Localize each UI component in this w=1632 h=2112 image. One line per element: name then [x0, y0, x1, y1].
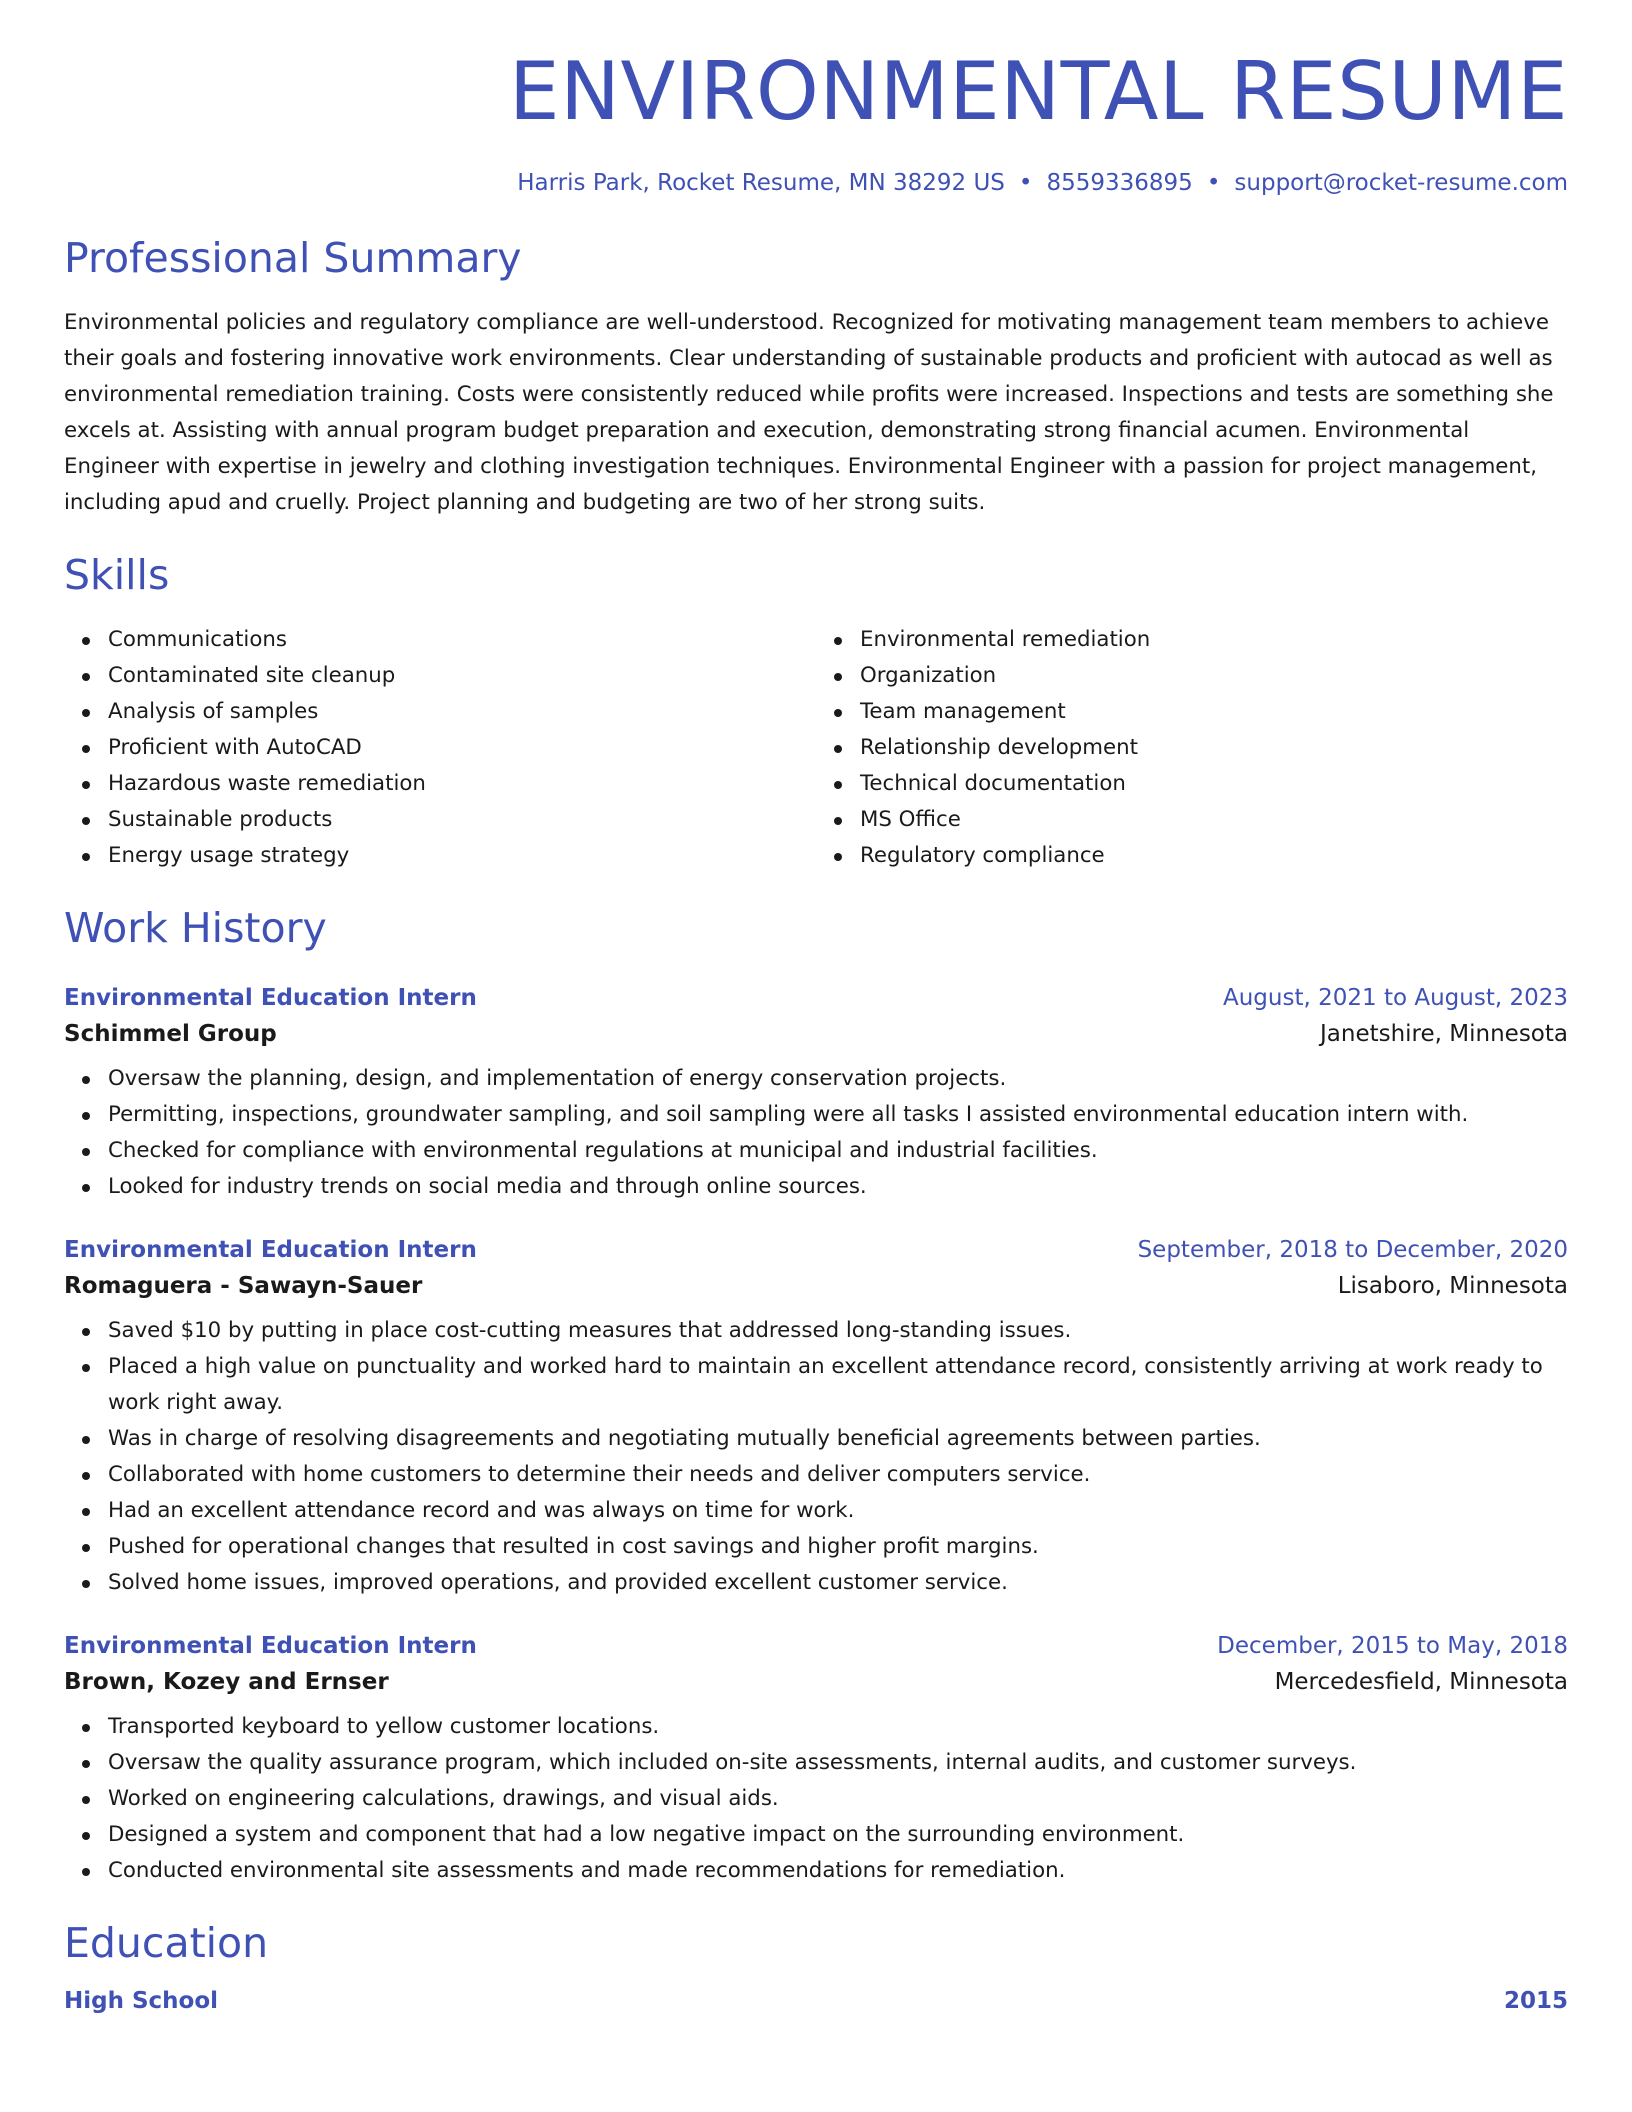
job-bullet: Oversaw the planning, design, and implementation of energy conservation projects.: [108, 1061, 1568, 1097]
job-dates: August, 2021 to August, 2023: [1223, 985, 1568, 1012]
skills-grid: [64, 622, 1568, 874]
contact-phone: 8559336895: [1046, 170, 1193, 196]
resume-title: ENVIRONMENTAL RESUME: [509, 45, 1568, 138]
job-bullet: Checked for compliance with environmental regulations at municipal and industrial facilities.: [108, 1133, 1568, 1169]
skill-item: Hazardous waste remediation: [108, 766, 816, 802]
job-bullet: Pushed for operational changes that resulted in cost savings and higher profit margins.: [108, 1529, 1568, 1565]
job-location: Lisaboro, Minnesota: [1337, 1273, 1568, 1300]
job-bullet: Designed a system and component that had a low negative impact on the surrounding environment.: [108, 1817, 1568, 1853]
job-header: [64, 1237, 1568, 1263]
job-dates: September, 2018 to December, 2020: [1137, 1237, 1568, 1264]
job-header: [64, 985, 1568, 1011]
skills-column-left: [64, 622, 816, 874]
job-company: Brown, Kozey and Ernser: [64, 1669, 389, 1696]
job-subheader: [64, 1273, 1568, 1299]
skill-item: Regulatory compliance: [860, 838, 1568, 874]
job-company: Romaguera - Sawayn-Sauer: [64, 1273, 423, 1300]
skills-column-right: [816, 622, 1568, 874]
skills-heading: Skills: [64, 551, 170, 600]
job-bullet: Had an excellent attendance record and was always on time for work.: [108, 1493, 1568, 1529]
skill-item: Environmental remediation: [860, 622, 1568, 658]
education-school: High School: [64, 1988, 219, 2015]
contact-line: [64, 170, 1568, 196]
skill-item: Team management: [860, 694, 1568, 730]
job-company: Schimmel Group: [64, 1021, 277, 1048]
summary-text: Environmental policies and regulatory compliance are well-understood. Recognized for motivating management team members to achieve their goals and fostering innovative work environments. Clear understanding of sustainable products and proficient with autocad as well as environmental remediation training. Costs were consistently reduced while profits were increased. Inspections and tests are something she excels at. Assisting with annual program budget preparation and execution, demonstrating strong financial acumen. Environmental Engineer with expertise in jewelry and clothing investigation techniques. Environmental Engineer with a passion for project management, including apud and cruelly. Project planning and budgeting are two of her strong suits.: [64, 310, 1554, 516]
job-location: Mercedesfield, Minnesota: [1274, 1669, 1568, 1696]
job-bullet: Oversaw the quality assurance program, which included on-site assessments, internal audits, and customer surveys.: [108, 1745, 1568, 1781]
skill-item: Technical documentation: [860, 766, 1568, 802]
skill-item: Relationship development: [860, 730, 1568, 766]
contact-address: Harris Park, Rocket Resume, MN 38292 US: [517, 170, 1005, 196]
job-bullet: Saved $10 by putting in place cost-cutting measures that addressed long-standing issues.: [108, 1313, 1568, 1349]
contact-separator: •: [1018, 170, 1033, 196]
education-heading: Education: [64, 1919, 269, 1968]
job-dates: December, 2015 to May, 2018: [1217, 1633, 1568, 1660]
job-bullets: [64, 1313, 1568, 1601]
skill-item: Contaminated site cleanup: [108, 658, 816, 694]
work-history-heading: Work History: [64, 904, 327, 953]
job-bullet: Placed a high value on punctuality and worked hard to maintain an excellent attendance record, consistently arriving at work ready to work right away.: [108, 1349, 1568, 1421]
job-subheader: [64, 1669, 1568, 1695]
education-entry: [64, 1988, 1568, 2014]
job-bullet: Looked for industry trends on social media and through online sources.: [108, 1169, 1568, 1205]
job-title: Environmental Education Intern: [64, 1237, 477, 1264]
skill-item: Organization: [860, 658, 1568, 694]
job-bullets: [64, 1709, 1568, 1889]
job-subheader: [64, 1021, 1568, 1047]
job-bullet: Worked on engineering calculations, drawings, and visual aids.: [108, 1781, 1568, 1817]
job-title: Environmental Education Intern: [64, 1633, 477, 1660]
resume-header: [64, 0, 1568, 196]
job-location: Janetshire, Minnesota: [1319, 1021, 1568, 1048]
education-year: 2015: [1503, 1988, 1568, 2015]
job-bullet: Transported keyboard to yellow customer locations.: [108, 1709, 1568, 1745]
skill-item: Sustainable products: [108, 802, 816, 838]
job-bullet: Solved home issues, improved operations, and provided excellent customer service.: [108, 1565, 1568, 1601]
skill-item: Energy usage strategy: [108, 838, 816, 874]
skill-item: MS Office: [860, 802, 1568, 838]
job-bullet: Permitting, inspections, groundwater sampling, and soil sampling were all tasks I assisted environmental education intern with.: [108, 1097, 1568, 1133]
summary-heading: Professional Summary: [64, 234, 522, 282]
skill-item: Analysis of samples: [108, 694, 816, 730]
job-bullet: Conducted environmental site assessments and made recommendations for remediation.: [108, 1853, 1568, 1889]
job-header: [64, 1633, 1568, 1659]
job-bullet: Collaborated with home customers to determine their needs and deliver computers service.: [108, 1457, 1568, 1493]
contact-separator: •: [1206, 170, 1221, 196]
skill-item: Communications: [108, 622, 816, 658]
skill-item: Proficient with AutoCAD: [108, 730, 816, 766]
contact-email: support@rocket-resume.com: [1234, 170, 1568, 196]
job-bullets: [64, 1061, 1568, 1205]
job-bullet: Was in charge of resolving disagreements and negotiating mutually beneficial agreements between parties.: [108, 1421, 1568, 1457]
job-title: Environmental Education Intern: [64, 985, 477, 1012]
job-entry: [64, 1633, 1568, 1889]
job-entry: [64, 985, 1568, 1205]
job-entry: [64, 1237, 1568, 1601]
